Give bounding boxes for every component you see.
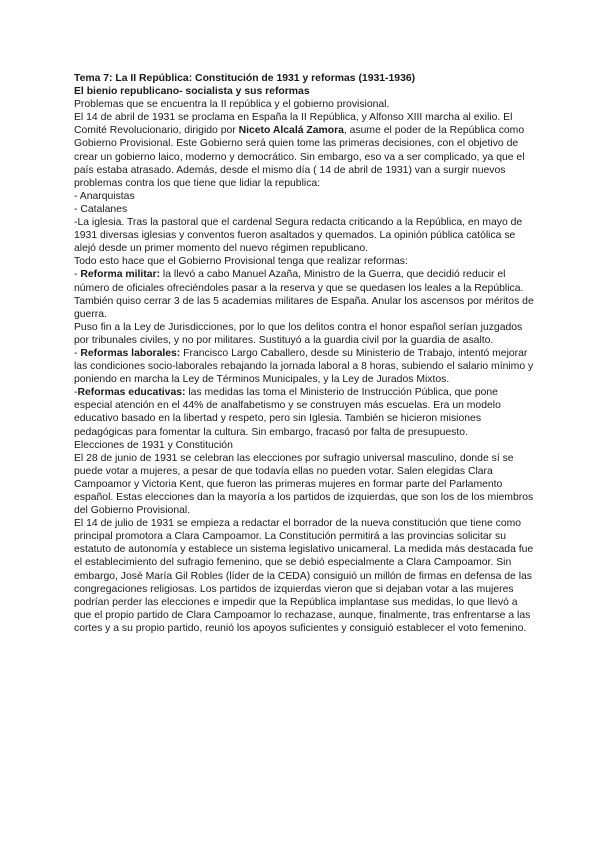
list-item: - Anarquistas [74,190,135,202]
paragraph: El 14 de julio de 1931 se empieza a redactar el borrador de la nueva constitución que tiene como principal promotora a Clara Campoamor. La Constitución permitirá a las provincias solicitar su estatuto de autonomía y establece un sistema legislativo unicameral. La medida más destacada fue el establecimiento del sufragio femenino, que se debió especialmente a Clara Campoamor. Sin embargo, José María Gil Robles (líder de la CEDA) consiguió un millón de firmas en defensa de las congregaciones religiosas. Los partidos de izquierdas vieron que si dejaban votar a las mujeres podrían perder las elecciones e impedir que la República implantase sus medidas, lo que llevó a que el propio partido de Clara Campoamor lo rechazase, aunque, finalmente, tras enfrentarse a las cortes y a su propio partido, reunió los apoyos suficientes y consiguió establecer el voto femenino. [74,518,534,634]
document-title: Tema 7: La II República: Constitución de 1931 y reformas (1931-1936) [74,73,416,84]
section-heading: Elecciones de 1931 y Constitución [74,439,233,451]
paragraph: -La iglesia. Tras la pastoral que el cardenal Segura redacta criticando a la República, en mayo de 1931 diversas iglesias y conventos fueron asaltados y quemados. La opinión pública católica se alejó desde un primer momento del nuevo régimen republicano. [74,217,523,255]
paragraph: Puso fin a la Ley de Jurisdicciones, por lo que los delitos contra el honor español serían juzgados por tribunales civiles, y no por militares. Sustituyó a la guardia civil por la guardia de asalto. [74,321,523,346]
list-item: - Catalanes [74,203,128,215]
paragraph: El 14 de abril de 1931 se proclama en España la II República, y Alfonso XIII marcha al exilio. El Comité Revolucionario, dirigido por Niceto Alcalá Zamora, asume el poder de la República como Gobierno Provisional. Este Gobierno será quien tome las primeras decisiones, con el objetivo de crear un gobierno laico, moderno y democrático. Sin embargo, eso va a ser complicado, ya que el país estaba atrasado. Además, desde el mismo día ( 14 de abril de 1931) van a surgir nuevos problemas contra los que tiene que lidiar la republica: [74,112,525,189]
paragraph: - Reformas laborales: Francisco Largo Caballero, desde su Ministerio de Trabajo, intentó mejorar las condiciones socio-laborales rebajando la jornada laboral a 8 horas, subiendo el salario mínimo y poniendo en marcha la Ley de Términos Municipales, y la Ley de Jurados Mixtos. [74,347,534,386]
paragraph: Todo esto hace que el Gobierno Provisional tenga que realizar reformas: [74,256,408,268]
paragraph: Problemas que se encuentra la II república y el gobierno provisional. [74,99,390,111]
paragraph: - Reforma militar: la llevó a cabo Manuel Azaña, Ministro de la Guerra, que decidió reducir el número de oficiales ofreciéndoles pasar a la reserva y que se quedasen los leales a la República. También quiso cerrar 3 de las 5 academias militares de España. Anular los ascensos por méritos de guerra. [74,269,534,320]
document-subtitle: El bienio republicano- socialista y sus reformas [74,86,310,98]
bold-heading: Reformas educativas: [77,387,186,399]
bold-heading: Reformas laborales: [80,347,181,359]
paragraph: -Reformas educativas: las medidas las toma el Ministerio de Instrucción Pública, que pone especial atención en el 44% de analfabetismo y se construyen más escuelas. Era un modelo educativo basado en la libertad y respeto, pero sin Iglesia. También se hicieron misiones pedagógicas para fomentar la cultura. Sin embargo, fracasó por falta de presupuesto. [74,387,501,438]
bold-name: Niceto Alcalá Zamora [238,125,344,137]
paragraph: El 28 de junio de 1931 se celebran las elecciones por sufragio universal masculino, donde sí se puede votar a mujeres, a pesar de que todavía ellas no pueden votar. Salen elegidas Clara Campoamor y Victoria Kent, que fueron las primeras mujeres en formar parte del Parlamento español. Estas elecciones dan la mayoría a los partidos de izquierdas, que son los de los miembros del Gobierno Provisional. [74,452,534,517]
bold-heading: Reforma militar: [80,269,161,281]
document-page [74,72,534,635]
